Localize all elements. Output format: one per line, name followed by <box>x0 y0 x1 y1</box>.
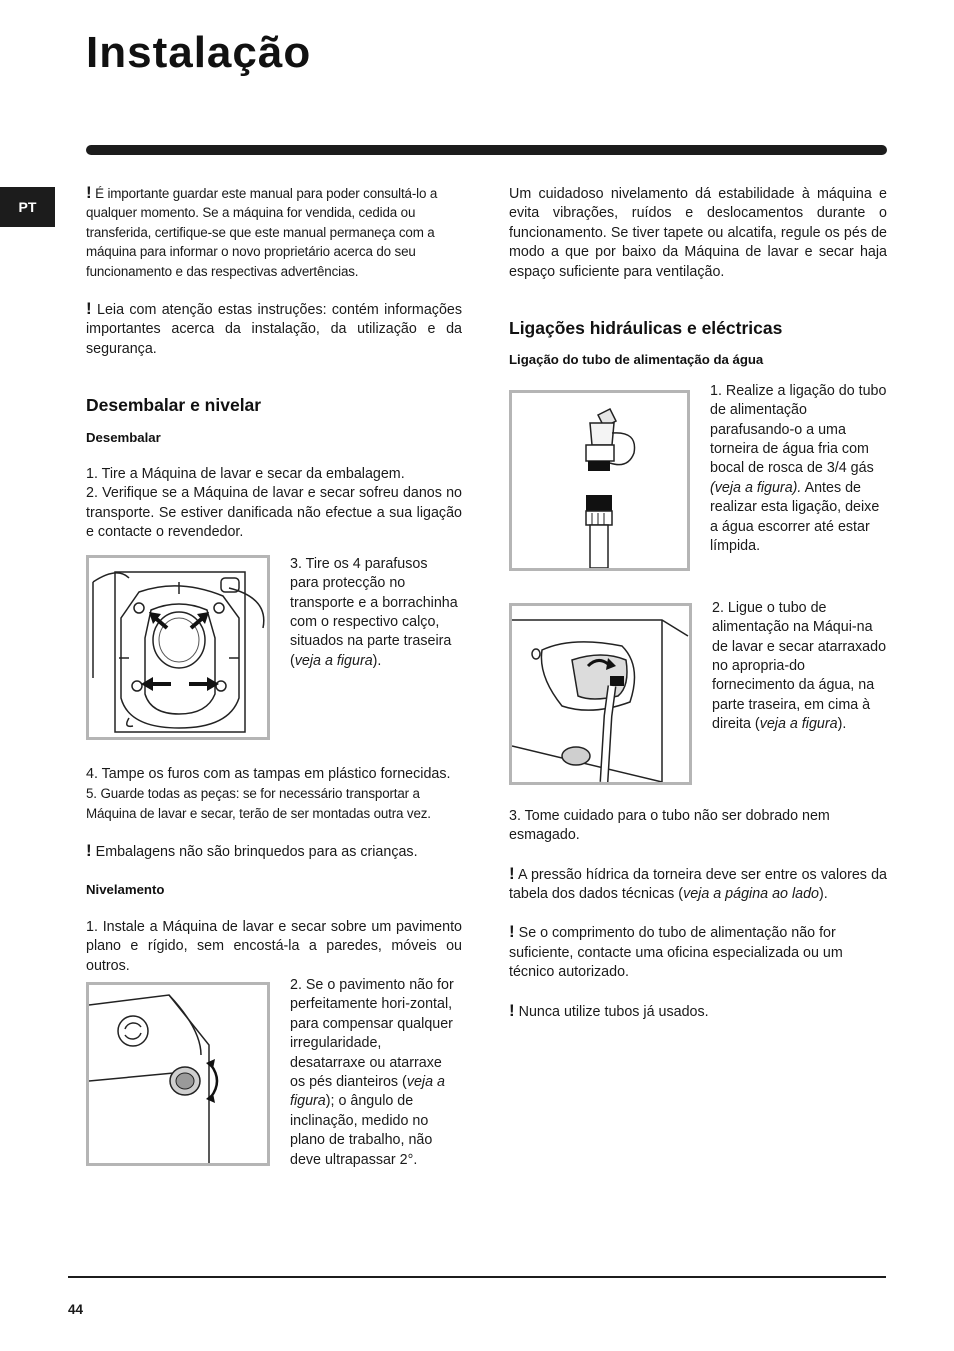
unpack-step-1: 1. Tire a Máquina de lavar e secar da embalagem. <box>86 466 405 483</box>
tap-figure <box>509 390 690 571</box>
left-column <box>86 183 462 1170</box>
level-subtitle: Nivelamento <box>86 882 165 898</box>
title-divider <box>86 145 887 155</box>
warning-pressure: ! A pressão hídrica da torneira deve ser entre os valores da tabela dos dados técnicas (veja a página ao lado). <box>509 863 887 903</box>
warning-hose-length: ! Se o comprimento do tubo de alimentação não for suficiente, contacte uma oficina especializada ou um técnico autorizado. <box>509 922 843 981</box>
adjustable-foot-illustration <box>89 985 267 1163</box>
hose-step-3: 3. Tome cuidado para o tubo não ser dobrado nem esmagado. <box>509 807 830 844</box>
feet-figure <box>86 982 270 1166</box>
warning-icon: ! <box>509 1000 515 1020</box>
level-figure-row <box>86 976 462 1170</box>
warning-icon: ! <box>86 299 92 319</box>
warning-read: ! Leia com atenção estas instruções: contém informações importantes acerca da instalação, da utilização e da segurança. <box>86 299 462 357</box>
section-connections-title: Ligações hidráulicas e eléctricas <box>509 318 783 339</box>
hose-figure-row-2 <box>509 599 887 785</box>
inlet-figure <box>509 603 692 785</box>
leveling-paragraph: Um cuidadoso nivelamento dá estabilidade à máquina e evita vibrações, ruídos e deslocamentos durante o funcionamento. Se tiver tapete ou alcatifa, regule os pés de modo a que por baixo da Máquina de lavar e secar haja espaço suficiente para ventilação. <box>509 186 887 280</box>
warning-icon: ! <box>86 183 92 202</box>
unpack-subtitle: Desembalar <box>86 429 161 445</box>
rear-screws-figure <box>86 555 270 740</box>
hose-figure-row-1 <box>509 382 887 571</box>
inlet-connection-illustration <box>512 606 689 782</box>
unpack-step-2: 2. Verifique se a Máquina de lavar e secar sofreu danos no transporte. Se estiver danificada não efectue a sua ligação e contacte o revendedor. <box>86 485 462 541</box>
unpack-figure-row <box>86 555 462 740</box>
right-column <box>509 183 887 1022</box>
unpack-step-3: 3. Tire os 4 parafusos para protecção no transporte e a borrachinha com o respectivo calço, situados na parte traseira (veja a figura). <box>290 555 458 669</box>
unpack-step-5: 5. Guarde todas as peças: se for necessário transportar a Máquina de lavar e secar, terão de ser montadas outra vez. <box>86 786 431 821</box>
warning-icon: ! <box>509 863 515 883</box>
warning-icon: ! <box>86 840 92 860</box>
section-unpack-title: Desembalar e nivelar <box>86 395 262 416</box>
hose-step-2: 2. Ligue o tubo de alimentação na Máqui-na de lavar e secar atarraxado no apropria-do fornecimento da água, na parte traseira, em cima à direita (veja a figura). <box>712 599 887 733</box>
page-number: 44 <box>68 1302 84 1317</box>
warning-keep-manual: ! É importante guardar este manual para poder consultá-lo a qualquer momento. Se a máquina for vendida, cedida ou transferida, certifique-se que este manual permaneça com a máquina para informar o novo proprietário acerca do seu funcionamento e das respectivas advertências. <box>86 183 438 279</box>
unpack-step-4: 4. Tampe os furos com as tampas em plástico fornecidas. <box>86 765 451 782</box>
rear-screws-illustration <box>89 558 267 737</box>
hose-subtitle: Ligação do tubo de alimentação da água <box>509 352 764 368</box>
tap-and-hose-illustration <box>512 393 687 568</box>
warning-icon: ! <box>509 922 515 942</box>
level-step-1: 1. Instale a Máquina de lavar e secar sobre um pavimento plano e rígido, sem encostá-la a paredes, móveis ou outros. <box>86 918 462 974</box>
page-title: Instalação <box>86 28 312 77</box>
footer-divider <box>68 1276 886 1278</box>
warning-used-hoses: ! Nunca utilize tubos já usados. <box>509 1000 709 1020</box>
warning-packaging: ! Embalagens não são brinquedos para as crianças. <box>86 840 418 860</box>
level-step-2: 2. Se o pavimento não for perfeitamente hori-zontal, para compensar qualquer irregularidade, desatarraxe ou atarraxe os pés dianteiros (veja a figura); o ângulo de inclinação, medido no plano de trabalho, não deve ultrapassar 2°. <box>290 976 454 1168</box>
language-tab: PT <box>0 187 55 227</box>
hose-step-1: 1. Realize a ligação do tubo de alimentação parafusando-o a uma torneira de água fria com bocal de rosca de 3/4 gás (veja a figura). Antes de realizar esta ligação, deixe a água escorrer até estar límpida. <box>710 382 887 555</box>
